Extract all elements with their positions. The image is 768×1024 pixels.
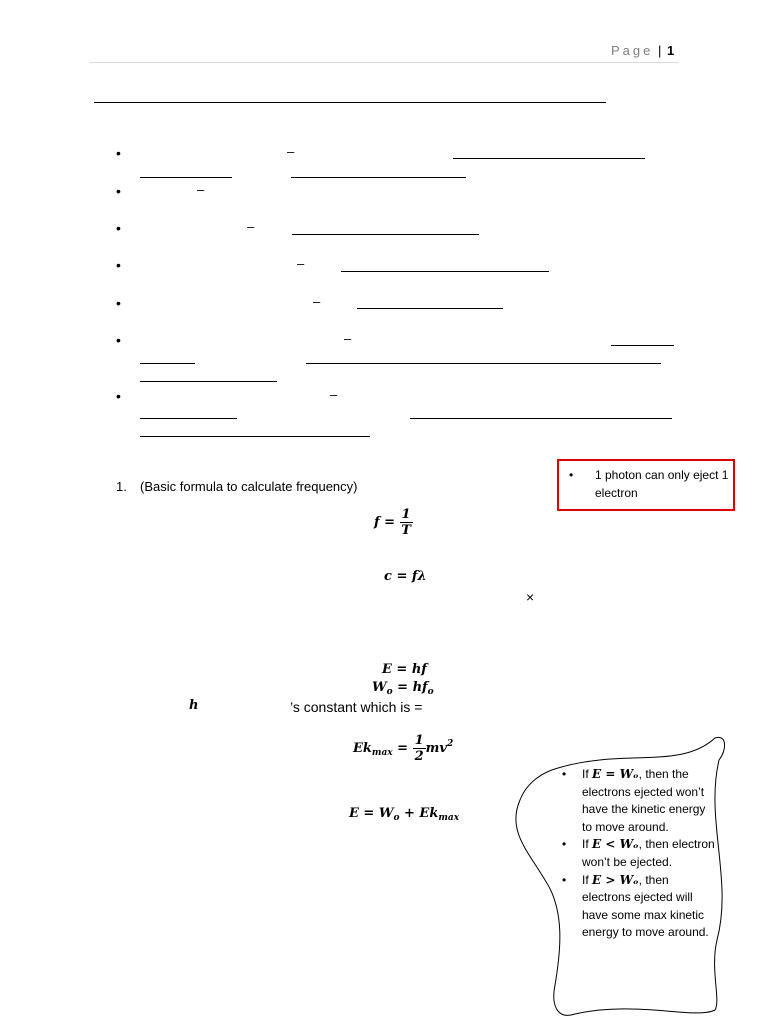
note-item: • If E = Wₒ, then the electrons ejected won’t have the kinetic energy to move around. (562, 767, 706, 834)
list-item-text: (Basic formula to calculate frequency) (140, 479, 358, 494)
note-item: • If E > Wₒ, then electrons ejected will have some max kinetic energy to move around. (562, 872, 709, 940)
blank-underline (140, 381, 277, 382)
list-number: 1. (116, 479, 127, 494)
dash: – (287, 144, 295, 159)
formula-photoelectric-equation: $E = W_o + Ek_{max}$ (349, 806, 460, 823)
formula-photon-energy: E = hf (382, 662, 427, 677)
photon-note-box (557, 459, 735, 511)
dash: – (330, 387, 338, 402)
blank-underline (357, 308, 503, 309)
dash: – (197, 182, 205, 197)
bullet-marker: • (116, 145, 121, 161)
fraction: $\frac{1}{2}$ (414, 733, 424, 764)
dash: – (344, 331, 352, 346)
blank-underline (453, 158, 645, 159)
blank-underline (341, 271, 549, 272)
title-underline (94, 102, 606, 103)
blank-underline (292, 234, 479, 235)
blank-underline (140, 436, 370, 437)
bullet-marker: • (116, 388, 121, 404)
bullet-marker: • (116, 332, 121, 348)
bullet-marker: • (116, 295, 121, 311)
bullet-marker: • (116, 183, 121, 199)
scroll-note-list (556, 766, 716, 942)
note-item: • 1 photon can only eject 1 electron (569, 468, 729, 500)
formula-kinetic-energy: $Ek_{max}$ = $\frac{1}{2}$ $mv^2$ (353, 733, 454, 764)
fraction: $\frac{1}{T}$ (401, 507, 411, 538)
blank-underline (611, 345, 674, 346)
page-number: 1 (667, 43, 675, 58)
bullet-marker: • (116, 220, 121, 236)
blank-underline (291, 177, 466, 178)
formula-work-function: $W_o = hf_o$ (372, 680, 434, 697)
page-separator: | (658, 43, 662, 58)
page-label: Page (611, 43, 654, 58)
dash: – (247, 219, 255, 234)
planck-symbol: h (189, 698, 199, 713)
planck-constant-text: ’s constant which is = (290, 699, 423, 715)
bullet-marker: • (116, 257, 121, 273)
note-item: • If E < Wₒ, then electron won’t be ejected. (562, 837, 715, 869)
blank-underline (140, 363, 195, 364)
header-rule (90, 62, 678, 63)
dash: – (297, 256, 305, 271)
times-symbol: × (526, 589, 535, 605)
blank-underline (306, 363, 661, 364)
dash: – (313, 294, 321, 309)
blank-underline (410, 418, 672, 419)
blank-underline (140, 418, 237, 419)
blank-underline (140, 177, 232, 178)
formula-wave-speed: c = fλ (384, 569, 427, 584)
formula-frequency: f = $\frac{1}{T}$ (374, 507, 411, 538)
